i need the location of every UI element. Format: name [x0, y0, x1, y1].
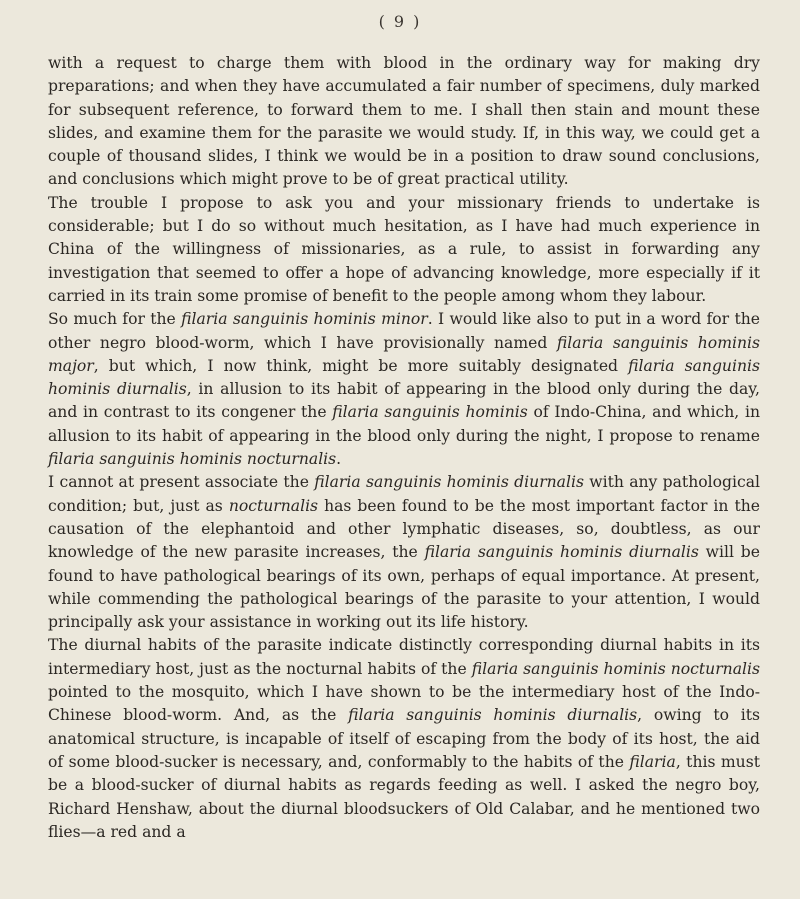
italic-term: filaria sanguinis hominis diurnalis: [48, 356, 760, 399]
italic-term: filaria: [629, 752, 676, 771]
text-run: .: [336, 450, 342, 469]
page-number: ( 9 ): [378, 12, 422, 31]
text-run: , in allusion to its habit of appearing in the blood only during the day, and in contrast to its congener the: [48, 380, 760, 422]
paragraph: [48, 52, 760, 192]
text-run: The diurnal habits of the parasite indicate distinctly corresponding diurnal habits in its intermediary host, just as the nocturnal habits of the: [48, 636, 760, 678]
text-run: So much for the: [48, 310, 182, 329]
text-run: will be found to have pathological bearings of its own, perhaps of equal importance. At present, while commending the pathological bearings of the parasite to your attention, I would principally ask your assistance in working out its life history.: [48, 543, 761, 632]
text-run: of Indo-China, and which, in allusion to its habit of appearing in the blood only during the night, I propose to rename: [48, 403, 760, 445]
italic-term: nocturnalis: [228, 496, 319, 515]
text-run: , but which, I now think, might be more suitably designated: [93, 356, 629, 375]
italic-term: filaria sanguinis hominis diurnalis: [424, 543, 699, 562]
text-run: has been found to be the most important factor in the causation of the elephantoid and other lymphatic diseases, so, doubtless, as our knowledge of the new parasite increases, the: [48, 496, 760, 562]
text-run: . I would like also to put in a word for the other negro blood-worm, which I have provisionally named: [48, 310, 760, 352]
paragraph: [48, 192, 760, 308]
text-run: pointed to the mosquito, which I have shown to be the intermediary host of the Indo-Chinese blood-worm. And, as the: [48, 683, 760, 725]
text-run: The trouble I propose to ask you and your missionary friends to undertake is considerable; but I do so without much hesitation, as I have had much experience in China of the willingness of missionaries, as a rule, to assist in forwarding any investigation that seemed to offer a hope of advancing knowledge, more especially if it carried in its train some promise of benefit to the people among whom they labour.: [48, 193, 760, 305]
text-run: , this must be a blood-sucker of diurnal habits as regards feeding as well. I asked the negro boy, Richard Henshaw, about the diurnal bloodsuckers of Old Calabar, and he mentioned two flies—a red and a: [48, 752, 760, 841]
italic-term: filaria sanguinis hominis diurnalis: [348, 706, 638, 725]
italic-term: filaria sanguinis hominis nocturnalis: [48, 450, 337, 469]
italic-term: filaria sanguinis hominis diurnalis: [314, 473, 584, 492]
body-text: [48, 52, 760, 844]
text-run: I cannot at present associate the: [48, 473, 315, 492]
italic-term: filaria sanguinis hominis nocturnalis: [471, 659, 760, 678]
text-run: with a request to charge them with blood in the ordinary way for making dry preparations; and when they have accumulated a fair number of specimens, duly marked for subsequent reference, to forward them to me. I shall then stain and mount these slides, and examine them for the parasite we would study. If, in this way, we could get a couple of thousand slides, I think we would be in a position to draw sound conclusions, and conclusions which might prove to be of great practical utility.: [48, 54, 760, 189]
italic-term: filaria sanguinis hominis major: [48, 333, 761, 375]
text-run: , owing to its anatomical structure, is incapable of itself of escaping from the body of its host, the aid of some blood-sucker is necessary, and, conformably to the habits of the: [48, 706, 760, 771]
paragraph: [48, 471, 760, 634]
italic-term: filaria sanguinis hominis: [332, 403, 528, 422]
text-run: with any pathological condition; but, just as: [48, 473, 760, 515]
paragraph: [48, 634, 760, 844]
italic-term: filaria sanguinis hominis minor: [181, 310, 428, 329]
paragraph: [48, 308, 760, 471]
